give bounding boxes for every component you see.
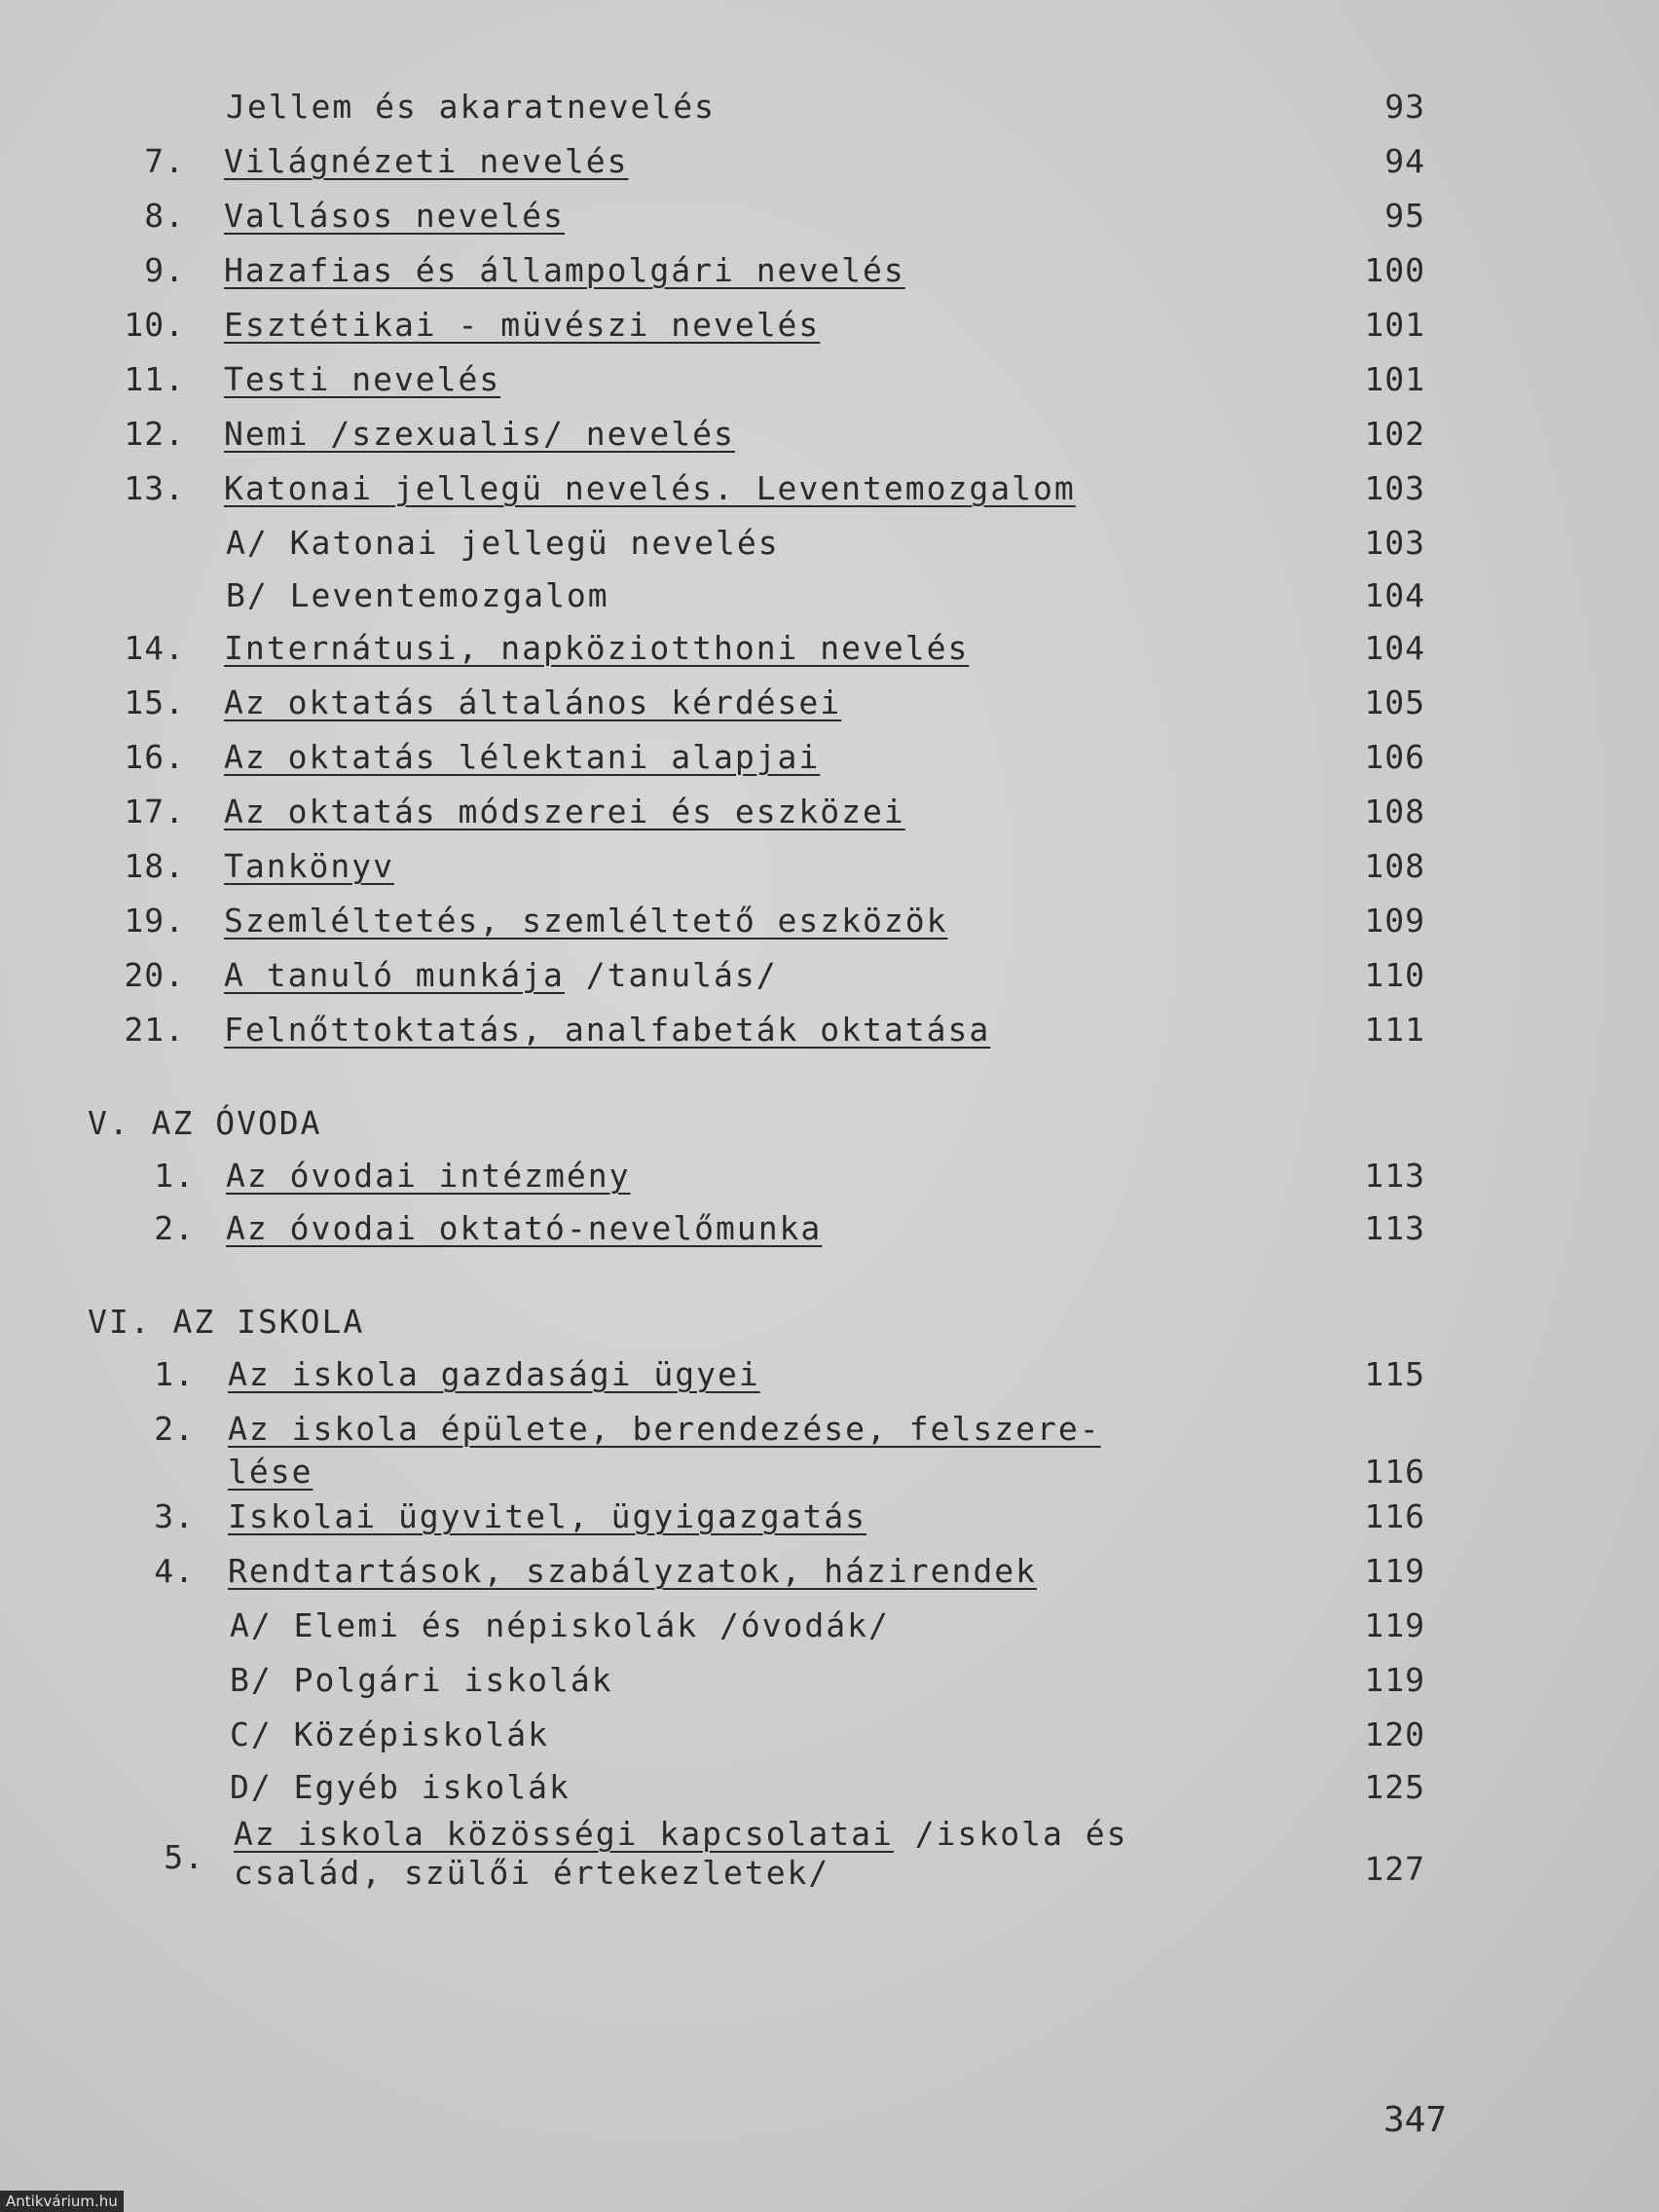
entry-title: Az óvodai oktató-nevelőmunka [226, 1209, 823, 1247]
entry-title: Testi nevelés [224, 360, 501, 398]
entry-page: 94 [1384, 142, 1425, 180]
entry-number: 7. [144, 142, 185, 180]
toc-entry [0, 682, 1659, 736]
entry-title: Vallásos nevelés [224, 197, 565, 235]
entry-number: 10. [124, 306, 185, 344]
page-number: 347 [1382, 2100, 1447, 2140]
toc-entry [0, 1408, 1659, 1505]
toc-entry [0, 249, 1659, 304]
toc-subentry [0, 1604, 1659, 1659]
toc-entry [0, 1207, 1659, 1262]
entry-title: Internátusi, napköziotthoni nevelés [224, 629, 970, 667]
entry-title: Rendtartások, szabályzatok, házirendek [228, 1552, 1037, 1590]
entry-number: 14. [124, 629, 185, 667]
entry-page: 113 [1364, 1157, 1425, 1195]
toc-entry [0, 1550, 1659, 1604]
toc-entry [0, 954, 1659, 1009]
toc-entry [0, 845, 1659, 900]
entry-number: 21. [124, 1011, 185, 1049]
section-heading: V. AZ ÓVODA [88, 1104, 322, 1142]
entry-title: Felnőttoktatás, analfabeták oktatása [224, 1011, 991, 1049]
entry-title: Az oktatás általános kérdései [224, 683, 842, 721]
entry-title: Szemléltetés, szemléltető eszközök [224, 902, 948, 940]
entry-title: Az iskola gazdasági ügyei [228, 1355, 760, 1393]
entry-number: 17. [124, 793, 185, 830]
toc-entry [0, 1009, 1659, 1063]
entry-page: 103 [1364, 524, 1425, 562]
entry-number: 13. [124, 469, 185, 507]
toc-entry [0, 140, 1659, 195]
toc-entry [0, 1813, 1659, 1910]
toc-entry [0, 86, 1659, 140]
entry-page: 104 [1364, 576, 1425, 614]
entry-number: 11. [124, 360, 185, 398]
entry-page: 120 [1364, 1715, 1425, 1753]
entry-title: Az iskola épülete, berendezése, felszere- [228, 1410, 1101, 1448]
entry-title: Az oktatás módszerei és eszközei [224, 793, 905, 830]
entry-number: 19. [124, 902, 185, 940]
entry-page: 111 [1364, 1011, 1425, 1049]
entry-page: 95 [1384, 197, 1425, 235]
entry-page: 110 [1364, 956, 1425, 994]
toc-entry [0, 1353, 1659, 1408]
entry-title: B/ Polgári iskolák [230, 1661, 613, 1699]
entry-number: 2. [154, 1410, 195, 1448]
entry-page: 116 [1364, 1497, 1425, 1535]
entry-number: 18. [124, 847, 185, 885]
entry-title: Nemi /szexualis/ nevelés [224, 415, 735, 453]
entry-title: A/ Katonai jellegü nevelés [226, 524, 780, 562]
entry-title: Az oktatás lélektani alapjai [224, 738, 821, 776]
entry-page: 119 [1364, 1552, 1425, 1590]
entry-number: 3. [154, 1497, 195, 1535]
entry-title: Iskolai ügyvitel, ügyigazgatás [228, 1497, 867, 1535]
entry-number: 1. [154, 1355, 195, 1393]
entry-number: 5. [164, 1838, 204, 1876]
toc-entry [0, 900, 1659, 954]
entry-number: 2. [154, 1209, 195, 1247]
entry-page: 119 [1364, 1606, 1425, 1644]
entry-page: 119 [1364, 1661, 1425, 1699]
entry-number: 16. [124, 738, 185, 776]
entry-title: Tankönyv [224, 847, 394, 885]
section-heading: VI. AZ ISKOLA [88, 1303, 365, 1341]
entry-title: Katonai jellegü nevelés. Leventemozgalom [224, 469, 1076, 507]
entry-title: C/ Középiskolák [230, 1715, 550, 1753]
entry-page: 115 [1364, 1355, 1425, 1393]
entry-page: 108 [1364, 847, 1425, 885]
entry-title: Az óvodai intézmény [226, 1157, 631, 1195]
entry-page: 113 [1364, 1209, 1425, 1247]
entry-title: Esztétikai - müvészi nevelés [224, 306, 821, 344]
entry-page: 125 [1364, 1768, 1425, 1806]
entry-title-continuation: család, szülői értekezletek/ [234, 1854, 830, 1892]
entry-page: 101 [1364, 306, 1425, 344]
entry-title: Hazafias és állampolgári nevelés [224, 251, 905, 289]
entry-title: D/ Egyéb iskolák [230, 1768, 571, 1806]
toc-entry [0, 1155, 1659, 1209]
toc-entry [0, 627, 1659, 682]
toc-entry [0, 467, 1659, 522]
entry-page: 127 [1364, 1850, 1425, 1888]
entry-number: 8. [144, 197, 185, 235]
entry-number: 9. [144, 251, 185, 289]
entry-number: 4. [154, 1552, 195, 1590]
toc-entry [0, 791, 1659, 845]
toc-entry [0, 358, 1659, 413]
entry-page: 109 [1364, 902, 1425, 940]
entry-number: 15. [124, 683, 185, 721]
entry-title-continuation: lése [228, 1453, 313, 1491]
entry-page: 116 [1364, 1453, 1425, 1491]
entry-page: 108 [1364, 793, 1425, 830]
entry-page: 105 [1364, 683, 1425, 721]
toc-entry [0, 413, 1659, 467]
toc-subentry [0, 1714, 1659, 1768]
toc-subentry [0, 574, 1659, 629]
entry-page: 103 [1364, 469, 1425, 507]
entry-page: 93 [1384, 88, 1425, 126]
toc-subentry [0, 522, 1659, 576]
entry-page: 104 [1364, 629, 1425, 667]
entry-page: 100 [1364, 251, 1425, 289]
entry-title: A tanuló munkája /tanulás/ [224, 956, 778, 994]
entry-title: Jellem és akaratnevelés [226, 88, 716, 126]
entry-title: Világnézeti nevelés [224, 142, 629, 180]
watermark-label: Antikvárium.hu [0, 2191, 124, 2212]
toc-subentry [0, 1659, 1659, 1714]
entry-page: 101 [1364, 360, 1425, 398]
entry-page: 106 [1364, 738, 1425, 776]
entry-page: 102 [1364, 415, 1425, 453]
toc-entry [0, 195, 1659, 249]
entry-title: B/ Leventemozgalom [226, 576, 609, 614]
entry-number: 20. [124, 956, 185, 994]
entry-title: A/ Elemi és népiskolák /óvodák/ [230, 1606, 890, 1644]
toc-entry [0, 304, 1659, 358]
entry-title: Az iskola közösségi kapcsolatai /iskola és [234, 1815, 1128, 1853]
toc-entry [0, 736, 1659, 791]
entry-number: 12. [124, 415, 185, 453]
toc-entry [0, 1495, 1659, 1550]
entry-number: 1. [154, 1157, 195, 1195]
